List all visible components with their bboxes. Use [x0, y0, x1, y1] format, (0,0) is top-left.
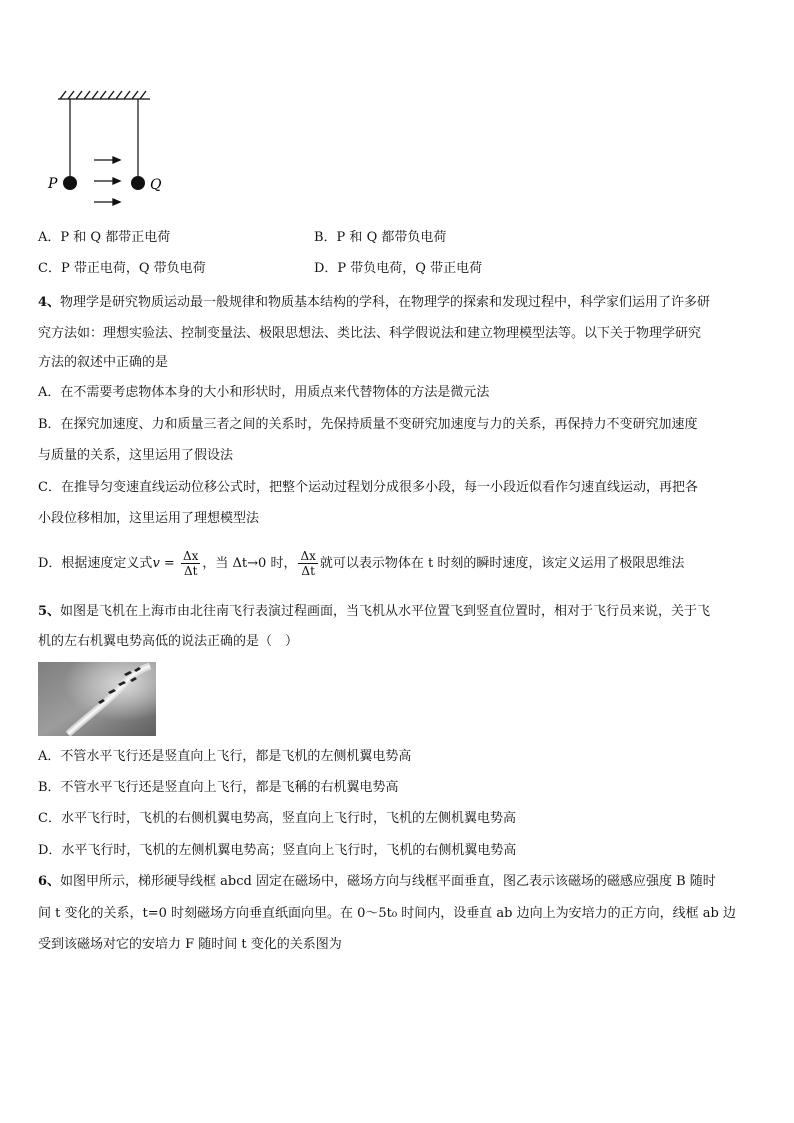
q5-option-d: D．水平飞行时，飞机的左侧机翼电势高；竖直向上飞行时，飞机的右侧机翼电势高 [38, 843, 517, 858]
q6-stem-text-1: 如图甲所示，梯形硬导线框 abcd 固定在磁场中，磁场方向与线框平面垂直，图乙表示该磁场的磁感应强度 B 随时 [60, 874, 716, 889]
q4-d-num-2: Δx [300, 549, 316, 563]
q5-option-a: A．不管水平飞行还是竖直向上飞行，都是飞机的左侧机翼电势高 [38, 749, 412, 764]
q4-d-v: v [152, 556, 160, 571]
q4-d-mid: ，当 Δt→0 时， [202, 556, 297, 571]
q3-option-c: C．P 带正电荷，Q 带负电荷 [38, 261, 206, 276]
q4-d-den-2: Δt [301, 564, 315, 578]
q5-option-b: B．不管水平飞行还是竖直向上飞行，都是飞稱的右机翼电势高 [38, 780, 399, 795]
q4-option-d [38, 546, 758, 582]
q4-option-b-line-2: 与质量的关系，这里运用了假设法 [38, 448, 234, 463]
q5-number: 5、 [38, 604, 61, 619]
q5-stem-text-1: 如图是飞机在上海市由北往南飞行表演过程画面，当飞机从水平位置飞到竖直位置时，相对于飞行员来说，关于飞 [60, 604, 711, 619]
q4-option-c-line-1: C．在推导匀变速直线运动位移公式时，把整个运动过程划分成很多小段，每一小段近似看作匀速直线运动，再把各 [38, 480, 698, 495]
q4-d-fraction-1 [181, 549, 200, 578]
q4-d-eq: = [159, 556, 179, 571]
q4-stem-line-1 [38, 295, 758, 311]
ceiling-hatch [58, 91, 150, 99]
label-p: P [48, 176, 58, 192]
q3-option-d: D．P 带负电荷，Q 带正电荷 [314, 261, 483, 276]
q3-option-a: A．P 和 Q 都带正电荷 [38, 230, 171, 245]
q5-stem-line-2: 机的左右机翼电势高低的说法正确的是（ ） [38, 634, 299, 649]
q3-option-b: B．P 和 Q 都带负电荷 [314, 230, 447, 245]
q4-option-a: A．在不需要考虑物体本身的大小和形状时，用质点来代替物体的方法是微元法 [38, 385, 490, 400]
q4-stem-line-2: 究方法如：理想实验法、控制变量法、极限思想法、类比法、科学假说法和建立物理模型法等。以下关于物理学研究 [38, 326, 702, 341]
q3-figure [40, 88, 180, 213]
q4-stem-line-3: 方法的叙述中正确的是 [38, 355, 169, 370]
q4-d-suffix: 就可以表示物体在 t 时刻的瞬时速度，该定义运用了极限思维法 [319, 556, 685, 571]
q4-stem-text-1: 物理学是研究物质运动最一般规律和物质基本结构的学科，在物理学的探索和发现过程中，科学家们运用了许多研 [60, 295, 711, 310]
ball-q [131, 176, 145, 190]
field-arrows [94, 157, 120, 205]
label-q: Q [150, 177, 162, 193]
q6-stem-line-1 [38, 874, 758, 890]
airshow-photo [38, 662, 156, 736]
q4-number: 4、 [38, 295, 61, 310]
q6-stem-line-3: 受到该磁场对它的安培力 F 随时间 t 变化的关系图为 [38, 937, 342, 952]
q4-option-c-line-2: 小段位移相加，这里运用了理想模型法 [38, 511, 260, 526]
q6-stem-line-2: 间 t 变化的关系，t=0 时刻磁场方向垂直纸面向里。在 0～5t₀ 时间内，设垂直 ab 边向上为安培力的正方向，线框 ab 边 [38, 906, 736, 921]
q4-option-b-line-1: B．在探究加速度、力和质量三者之间的关系时，先保持质量不变研究加速度与力的关系，再保持力不变研究加速度 [38, 417, 698, 432]
q6-number: 6、 [38, 874, 61, 889]
q4-d-den-1: Δt [183, 564, 198, 578]
q4-d-num-1: Δx [182, 549, 199, 563]
q5-option-c: C．水平飞行时，飞机的右侧机翼电势高，竖直向上飞行时，飞机的左侧机翼电势高 [38, 811, 516, 826]
ball-p [63, 176, 77, 190]
q4-d-prefix: D．根据速度定义式 [38, 556, 153, 571]
q5-stem-line-1 [38, 604, 758, 620]
q4-d-fraction-2 [298, 549, 317, 578]
